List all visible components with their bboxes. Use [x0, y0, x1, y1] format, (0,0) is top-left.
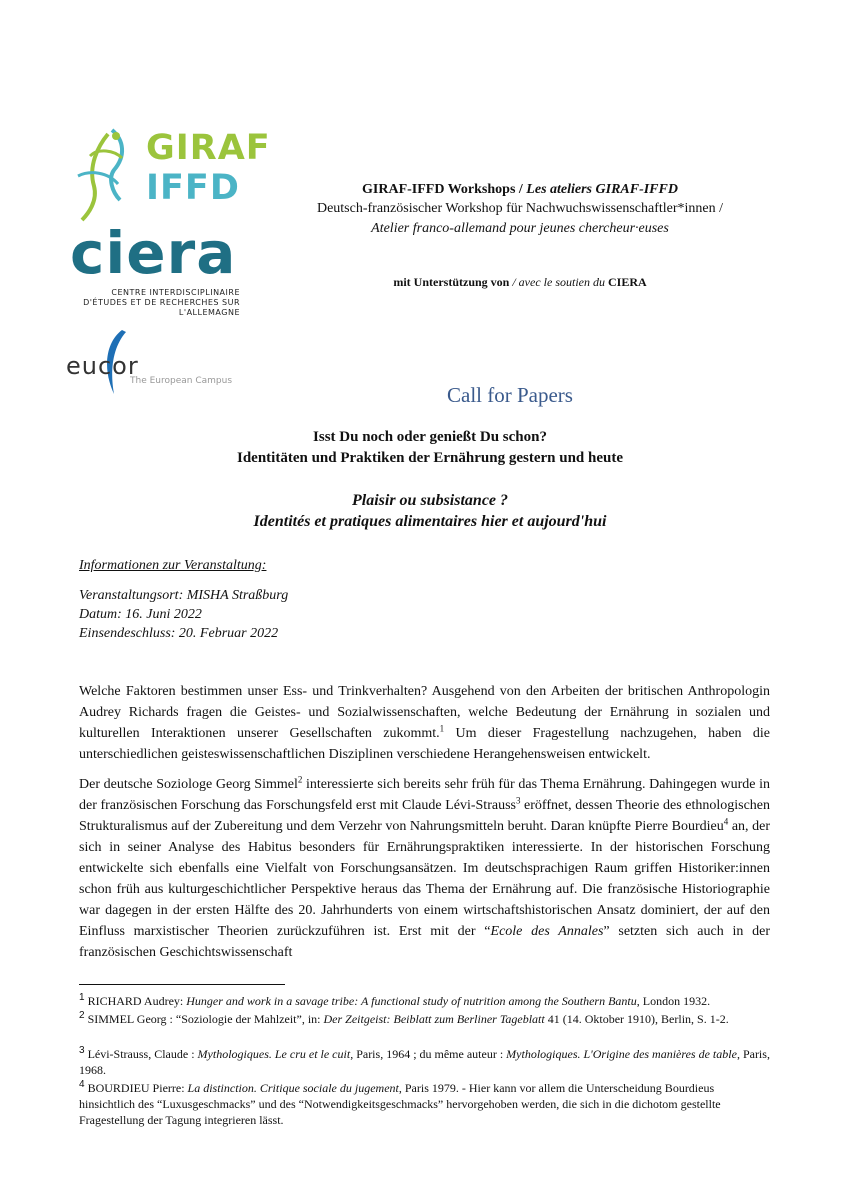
event-date: Datum: 16. Juni 2022	[79, 607, 202, 622]
footnote-3-title: Mythologiques. Le cru et le cuit	[197, 1047, 351, 1061]
eucor-logo-subtitle: The European Campus	[130, 376, 233, 386]
giraf-figure-icon	[68, 126, 146, 222]
ciera-logo	[66, 219, 246, 322]
paragraph-2	[79, 774, 770, 963]
workshop-title	[260, 180, 780, 200]
support-de: mit Unterstützung von	[393, 275, 510, 289]
giraf-iffd-logo	[68, 126, 271, 222]
footnote-4-number: 4	[79, 1079, 85, 1090]
footnote-2	[79, 1011, 770, 1027]
footnote-ref-2: 2	[297, 774, 303, 785]
event-info-heading: Informationen zur Veranstaltung:	[79, 558, 267, 573]
footnote-4-rest: , Paris 1979. - Hier kann vor allem die Unterscheidung Bourdieus hinsichtlich des “Luxusgeschmacks” und des “Notwendigkeitsgeschmacks” hervorgehoben werden, die sich in die dichotom gestellte Fragestellung der Tagung integrieren lässt.	[79, 1081, 721, 1127]
workshop-title-fr: Les ateliers GIRAF-IFFD	[526, 182, 678, 197]
event-info-list	[79, 586, 479, 643]
ciera-logo-subtitle: CENTRE INTERDISCIPLINAIRE D'ÉTUDES ET DE RECHERCHES SUR L'ALLEMAGNE	[83, 288, 240, 317]
p2-text-d: an, der sich in seiner Analyse des Habitus besonders für Ernährungspraktiken interessierte. In der historischen Forschung entwickelte sich ebenfalls eine Vielfalt von Forschungsansätzen. Im deutschsprachigen Raum griffen Historiker:innen schon früh aus kulturgeschichtlicher Perspektive heraus das Thema der Ernährung auf. Die französische Historiographie war dagegen in der ersten Hälfte des 20. Jahrhunderts von einem wirtschaftshistorischen Ansatz dominiert, der auf den Einfluss marxistischer Theorien zurückzuführen ist. Erst mit der “	[79, 819, 771, 939]
workshop-subtitle-fr: Atelier franco-allemand pour jeunes chercheur·euses	[371, 221, 669, 236]
footnote-ref-4: 4	[723, 816, 729, 827]
support-org: CIERA	[607, 275, 647, 289]
p2-italic-annales: Ecole des Annales	[490, 924, 604, 939]
title-french	[120, 490, 740, 532]
footnote-2-rest: 41 (14. Oktober 1910), Berlin, S. 1-2.	[544, 1012, 729, 1026]
footnote-3-title2: Mythologiques. L'Origine des manières de table	[506, 1047, 737, 1061]
p2-text-b: interessierte sich bereits sehr früh für das Thema Ernährung. Dahingegen wurde in der französischen Forschung das Forschungsfeld erst mit Claude Lévi-Strauss	[79, 777, 770, 813]
footnote-3-rest: , Paris, 1968.	[79, 1047, 770, 1077]
footnote-1-rest: , London 1932.	[636, 994, 711, 1008]
footnote-3-mid: , Paris, 1964 ; du même auteur :	[350, 1047, 507, 1061]
title-fr-line1: Plaisir ou subsistance ?	[351, 492, 509, 509]
footnote-4-title: La distinction. Critique sociale du jugement	[187, 1081, 399, 1095]
p1-text-b: Um dieser Fragestellung nachzugehen, haben die unterschiedlichen geisteswissenschaftlichen Disziplinen verschiedene Herangehensweisen entwickelt.	[79, 726, 770, 762]
footnote-3-number: 3	[79, 1045, 85, 1056]
workshop-title-de: GIRAF-IFFD Workshops /	[362, 182, 527, 197]
footnote-2-author: SIMMEL Georg : “Soziologie der Mahlzeit”, in:	[87, 1012, 324, 1026]
title-de-line2: Identitäten und Praktiken der Ernährung gestern und heute	[236, 450, 624, 466]
support-fr: / avec le soutien du	[512, 275, 605, 289]
footnote-separator	[79, 984, 285, 985]
p1-text-a: Welche Faktoren bestimmen unser Ess- und Trinkverhalten? Ausgehend von den Arbeiten der britischen Anthropologin Audrey Richards fragen die Geistes- und Sozialwissenschaften, welche Bedeutung der Ernährung in sozialen und kulturellen Interaktionen unserer Gesellschaften zukommt.	[79, 684, 770, 741]
footnote-1	[79, 993, 770, 1009]
call-for-papers-heading: Call for Papers	[447, 383, 573, 407]
p2-text-a: Der deutsche Soziologe Georg Simmel	[79, 777, 298, 792]
event-deadline: Einsendeschluss: 20. Februar 2022	[79, 626, 279, 641]
ciera-logo-text: ciera	[70, 219, 237, 287]
footnote-1-number: 1	[79, 992, 85, 1003]
giraf-logo-text: GIRAF	[146, 128, 271, 168]
eucor-logo	[66, 328, 246, 398]
p2-text-e: ” setzten sich auch in der französischen Geschichtswissenschaft	[79, 924, 771, 960]
title-de-line1: Isst Du noch oder genießt Du schon?	[313, 429, 547, 445]
iffd-logo-text: IFFD	[146, 168, 240, 208]
p2-text-c: eröffnet, dessen Theorie des ethnologischen Strukturalismus auf der Zubereitung und dem Verzehr von Nahrungsmitteln beruht. Daran knüpfte Pierre Bourdieu	[79, 798, 770, 834]
footnote-ref-3: 3	[515, 795, 521, 806]
footnote-3-author: Lévi-Strauss, Claude :	[87, 1047, 198, 1061]
footnote-1-author: RICHARD Audrey:	[87, 994, 187, 1008]
support-line	[260, 275, 780, 290]
event-venue: Veranstaltungsort: MISHA Straßburg	[79, 588, 289, 603]
workshop-subtitle-de: Deutsch-französischer Workshop für Nachwuchswissenschaftler*innen /	[316, 201, 724, 216]
footnote-4	[79, 1080, 770, 1128]
footnote-4-author: BOURDIEU Pierre:	[87, 1081, 188, 1095]
eucor-logo-text: eucor	[66, 352, 139, 380]
footnote-2-number: 2	[79, 1010, 85, 1021]
footnote-ref-1: 1	[439, 723, 445, 734]
footnote-2-title: Der Zeitgeist: Beiblatt zum Berliner Tageblatt	[323, 1012, 545, 1026]
footnote-1-title: Hunger and work in a savage tribe: A functional study of nutrition among the Southern Bantu	[186, 994, 637, 1008]
paragraph-1	[79, 681, 770, 765]
footnote-3	[79, 1046, 770, 1078]
title-fr-line2: Identités et pratiques alimentaires hier et aujourd'hui	[253, 513, 607, 530]
title-german	[120, 427, 740, 469]
